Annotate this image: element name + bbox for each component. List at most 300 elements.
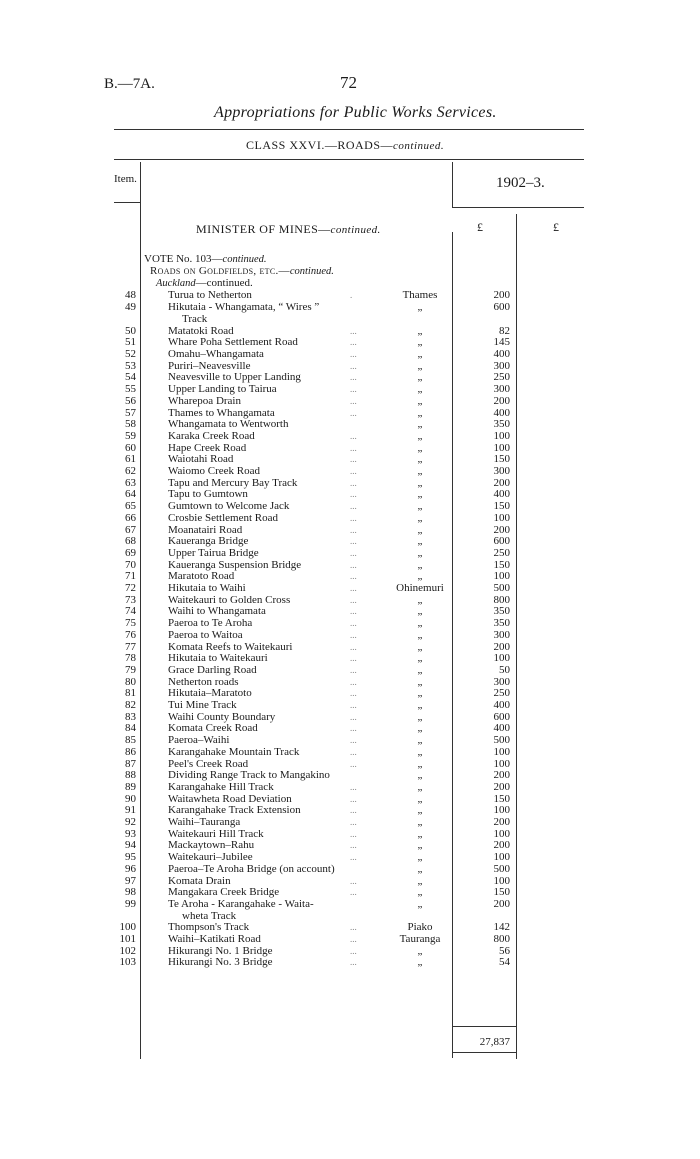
leader-dots: ... — [350, 524, 357, 535]
leader-dots: ... — [350, 828, 357, 839]
table-row — [0, 676, 700, 688]
road-name: Waitawheta Road Deviation — [168, 792, 292, 805]
amount: 500 — [493, 862, 510, 875]
county-name: „ — [417, 816, 423, 828]
leader-dots: ... — [350, 395, 357, 406]
item-number: 52 — [125, 348, 136, 360]
item-header-underline — [114, 202, 140, 203]
road-name: Waitekauri Hill Track — [168, 827, 264, 840]
currency-symbol-1: £ — [477, 220, 483, 234]
year-left-rule — [452, 162, 453, 207]
county-name: „ — [417, 605, 423, 618]
county-name: „ — [417, 394, 423, 407]
leader-dots: ... — [350, 536, 357, 547]
county-name: „ — [417, 488, 423, 501]
amount: 400 — [493, 488, 510, 501]
leader-dots: ... — [350, 793, 357, 804]
county-name: „ — [417, 558, 423, 571]
table-row — [0, 664, 700, 676]
amount: 600 — [493, 535, 510, 548]
leader-dots: ... — [350, 781, 357, 792]
table-row — [0, 371, 700, 383]
item-number: 84 — [125, 722, 136, 735]
road-name: Waiomo Creek Road — [168, 465, 260, 477]
table-row — [0, 407, 700, 419]
road-name: Hikutaia–Maratoto — [168, 687, 252, 700]
county-name: „ — [417, 640, 423, 653]
amount: 400 — [493, 406, 510, 419]
county-name: „ — [417, 617, 423, 630]
county-name: „ — [417, 301, 423, 314]
road-name: Komata Drain — [168, 874, 231, 887]
road-name: Kaueranga Suspension Bridge — [168, 558, 302, 571]
county-name: „ — [417, 359, 423, 372]
item-number: 75 — [125, 617, 136, 630]
table-row — [0, 933, 700, 945]
amount: 200 — [493, 769, 510, 782]
class-heading — [246, 138, 444, 153]
item-number: 103 — [119, 956, 136, 969]
table-row — [0, 524, 700, 536]
table-row — [0, 559, 700, 571]
table-row — [0, 641, 700, 653]
roads-heading — [150, 265, 334, 277]
road-name: Crosbie Settlement Road — [168, 511, 278, 524]
leader-dots: ... — [350, 735, 357, 746]
item-number: 68 — [125, 535, 136, 548]
table-row — [0, 477, 700, 489]
county-name: „ — [417, 511, 423, 524]
table-row — [0, 956, 700, 968]
report-reference: B.—7A. — [104, 76, 155, 92]
item-number: 96 — [125, 862, 136, 875]
road-name: Puriri–Neavesville — [168, 359, 251, 372]
county-name: Piako — [407, 921, 433, 934]
amount: 300 — [493, 628, 510, 641]
item-number: 101 — [119, 933, 136, 945]
item-number: 95 — [125, 851, 136, 864]
road-name: Waitekauri to Golden Cross — [168, 593, 291, 606]
county-name: „ — [417, 523, 423, 536]
road-name: Hikutaia - Whangamata, “ Wires ” — [168, 301, 320, 314]
table-row — [0, 793, 700, 805]
item-number: 49 — [125, 301, 136, 314]
leader-dots: ... — [350, 360, 357, 371]
county-name: „ — [417, 734, 423, 747]
road-name-continued: Track — [182, 312, 208, 325]
leader-dots: ... — [350, 922, 357, 933]
minister-heading-cont: continued. — [330, 224, 381, 236]
vote-heading-main: VOTE No. 103— — [144, 253, 223, 265]
region-name: Auckland — [156, 278, 196, 289]
currency-symbol-2: £ — [553, 220, 559, 234]
item-number: 57 — [125, 406, 136, 419]
amount: 54 — [499, 956, 510, 969]
county-name: „ — [417, 792, 423, 805]
vote-heading-cont: continued. — [222, 254, 267, 265]
county-name: „ — [417, 687, 423, 700]
item-number: 56 — [125, 394, 136, 407]
county-name: „ — [417, 874, 423, 887]
leader-dots: ... — [350, 629, 357, 640]
amount: 100 — [493, 757, 510, 770]
road-name: Tapu to Gumtown — [168, 488, 248, 501]
leader-dots: ... — [350, 501, 357, 512]
leader-dots: ... — [350, 489, 357, 500]
item-number: 99 — [125, 897, 136, 910]
leader-dots: ... — [350, 384, 357, 395]
county-name: „ — [417, 897, 423, 910]
item-number: 54 — [125, 371, 136, 384]
road-name: Karangahake Hill Track — [168, 780, 274, 793]
leader-dots: ... — [350, 466, 357, 476]
county-name: „ — [417, 324, 423, 337]
county-name: „ — [417, 628, 423, 641]
item-number: 53 — [125, 359, 136, 372]
road-name: Hikutaia to Waitekauri — [168, 652, 268, 665]
item-number: 48 — [125, 289, 136, 301]
county-name: „ — [417, 745, 423, 758]
leader-dots: ... — [350, 852, 357, 863]
leader-dots: ... — [350, 746, 357, 757]
total-rule-bottom — [452, 1052, 516, 1053]
class-rule — [114, 159, 584, 160]
amount: 400 — [493, 722, 510, 735]
table-row — [0, 617, 700, 629]
item-number: 61 — [125, 453, 136, 466]
road-name: Paeroa–Waihi — [168, 734, 230, 747]
table-row — [0, 875, 700, 887]
table-row — [0, 360, 700, 372]
table-row — [0, 348, 700, 360]
leader-dots: ... — [350, 723, 357, 734]
road-name: Mackaytown–Rahu — [168, 839, 255, 852]
item-number: 83 — [125, 710, 136, 723]
amount: 350 — [493, 605, 510, 618]
road-name: Upper Tairua Bridge — [168, 546, 259, 559]
item-number: 87 — [125, 757, 136, 770]
county-name: „ — [417, 956, 423, 969]
road-name: Thompson's Track — [168, 921, 250, 934]
amount: 200 — [493, 816, 510, 828]
table-row — [0, 863, 700, 875]
road-name: Whare Poha Settlement Road — [168, 336, 298, 349]
amount: 600 — [493, 710, 510, 723]
leader-dots: ... — [350, 618, 357, 629]
table-row — [0, 547, 700, 559]
item-number: 81 — [125, 687, 136, 700]
item-number: 89 — [125, 780, 136, 793]
table-row — [0, 816, 700, 828]
amount: 250 — [493, 687, 510, 700]
item-number: 70 — [125, 558, 136, 571]
leader-dots: ... — [350, 840, 357, 851]
county-name: „ — [417, 348, 423, 360]
amount: 300 — [493, 465, 510, 477]
leader-dots: ... — [350, 805, 357, 816]
leader-dots: ... — [350, 559, 357, 570]
amount: 600 — [493, 301, 510, 314]
county-name: Thames — [402, 289, 438, 301]
road-name: Hikurangi No. 3 Bridge — [168, 956, 273, 969]
leader-dots: ... — [350, 641, 357, 652]
leader-dots: ... — [350, 887, 357, 898]
item-number: 86 — [125, 745, 136, 758]
item-number: 73 — [125, 593, 136, 606]
amount: 100 — [493, 429, 510, 442]
amount: 350 — [493, 418, 510, 431]
county-name: Ohinemuri — [396, 582, 444, 594]
page-number: 72 — [340, 73, 357, 92]
item-number: 102 — [119, 944, 136, 957]
amount: 200 — [493, 289, 510, 301]
table-row — [0, 711, 700, 723]
table-row — [0, 605, 700, 617]
county-name: „ — [417, 383, 423, 396]
table-row — [0, 781, 700, 793]
amount: 300 — [493, 383, 510, 396]
road-name: Wharepoa Drain — [168, 394, 241, 407]
road-name: Dividing Range Track to Mangakino — [168, 769, 330, 782]
item-number: 76 — [125, 628, 136, 641]
table-row — [0, 582, 700, 594]
road-name: Matatoki Road — [168, 324, 234, 337]
road-name: Waihi to Whangamata — [168, 605, 266, 618]
county-name: „ — [417, 710, 423, 723]
amount: 800 — [493, 593, 510, 606]
table-row — [0, 325, 700, 337]
leader-dots: ... — [350, 653, 357, 664]
amount: 100 — [493, 827, 510, 840]
amount: 200 — [493, 897, 510, 910]
table-row — [0, 430, 700, 442]
amount: 400 — [493, 699, 510, 711]
item-number: 91 — [125, 804, 136, 817]
item-number: 85 — [125, 734, 136, 747]
amount: 200 — [493, 476, 510, 489]
item-number: 92 — [125, 816, 136, 828]
table-row — [0, 804, 700, 816]
amount: 100 — [493, 745, 510, 758]
road-name: Karangahake Track Extension — [168, 804, 301, 817]
item-number: 94 — [125, 839, 136, 852]
road-name: Omahu–Whangamata — [168, 348, 264, 360]
county-name: Tauranga — [399, 933, 441, 945]
table-row — [0, 945, 700, 957]
road-name: Hape Creek Road — [168, 441, 247, 454]
amount: 150 — [493, 792, 510, 805]
item-number: 74 — [125, 605, 136, 618]
amount: 100 — [493, 441, 510, 454]
amount: 56 — [499, 944, 510, 957]
leader-dots: ... — [350, 325, 357, 336]
road-name: Maratoto Road — [168, 570, 235, 583]
leader-dots: ... — [350, 547, 357, 558]
road-name: Waihi–Katikati Road — [168, 933, 261, 945]
amount: 800 — [493, 933, 510, 945]
leader-dots: ... — [350, 583, 357, 593]
item-number: 71 — [125, 570, 136, 583]
item-number: 60 — [125, 441, 136, 454]
item-number: 80 — [125, 675, 136, 688]
item-number: 64 — [125, 488, 136, 501]
road-name: Waitekauri–Jubilee — [168, 851, 253, 864]
county-name: „ — [417, 839, 423, 852]
table-row — [0, 699, 700, 711]
vote-heading — [144, 253, 267, 265]
road-name: Hikurangi No. 1 Bridge — [168, 944, 273, 957]
leader-dots: ... — [350, 442, 357, 453]
page-title: Appropriations for Public Works Services. — [214, 104, 497, 121]
region-cont: —continued. — [195, 277, 253, 289]
region-heading — [156, 277, 253, 289]
amount: 350 — [493, 617, 510, 630]
road-name: Paeroa to Te Aroha — [168, 617, 253, 630]
county-name: „ — [417, 406, 423, 419]
county-name: „ — [417, 500, 423, 513]
amount: 82 — [499, 324, 510, 337]
item-column-header: Item. — [114, 173, 137, 185]
item-number: 59 — [125, 429, 136, 442]
road-name: Waihi–Tauranga — [168, 816, 241, 828]
amount: 150 — [493, 558, 510, 571]
county-name: „ — [417, 593, 423, 606]
county-name: „ — [417, 675, 423, 688]
road-name: Neavesville to Upper Landing — [168, 371, 301, 384]
table-row — [0, 886, 700, 898]
table-row — [0, 465, 700, 477]
leader-dots: ... — [350, 454, 357, 465]
amount: 500 — [493, 734, 510, 747]
leader-dots: ... — [350, 477, 357, 488]
leader-dots: ... — [350, 594, 357, 605]
amount: 100 — [493, 570, 510, 583]
item-number: 66 — [125, 511, 136, 524]
county-name: „ — [417, 371, 423, 384]
leader-dots: ... — [350, 430, 357, 441]
amount: 142 — [493, 921, 510, 934]
county-name: „ — [417, 535, 423, 548]
road-name: Grace Darling Road — [168, 663, 257, 676]
table-row — [0, 383, 700, 395]
county-name: „ — [417, 336, 423, 349]
county-name: „ — [417, 546, 423, 559]
table-row — [0, 289, 700, 301]
minister-heading-main: MINISTER OF MINES— — [196, 222, 331, 236]
amount: 150 — [493, 453, 510, 466]
road-name: Waihi County Boundary — [168, 710, 276, 723]
road-name: Te Aroha - Karangahake - Waita- — [168, 897, 314, 910]
road-name: Gumtown to Welcome Jack — [168, 500, 290, 513]
leader-dots: ... — [350, 711, 357, 722]
amount: 100 — [493, 851, 510, 864]
item-number: 93 — [125, 827, 136, 840]
item-number: 50 — [125, 324, 136, 337]
road-name: Karaka Creek Road — [168, 429, 255, 442]
year-header-underline — [452, 207, 584, 208]
roads-heading-main: Roads on Goldfields, etc.— — [150, 265, 290, 277]
item-number: 79 — [125, 663, 136, 676]
road-name: Peel's Creek Road — [168, 757, 249, 770]
leader-dots: ... — [350, 407, 357, 418]
amount: 300 — [493, 675, 510, 688]
table-row — [0, 629, 700, 641]
road-name: Turua to Netherton — [168, 289, 252, 301]
amount: 100 — [493, 511, 510, 524]
leader-dots: ... — [350, 758, 357, 769]
road-name: Tapu and Mercury Bay Track — [168, 476, 298, 489]
table-row — [0, 722, 700, 734]
title-rule — [114, 129, 584, 130]
county-name: „ — [417, 418, 423, 431]
item-number: 82 — [125, 699, 136, 711]
amount: 200 — [493, 839, 510, 852]
table-row — [0, 512, 700, 524]
amount: 100 — [493, 874, 510, 887]
road-name: Paeroa–Te Aroha Bridge (on account) — [168, 862, 335, 875]
leader-dots: ... — [350, 817, 357, 827]
table-row — [0, 488, 700, 500]
leader-dots: . — [350, 290, 353, 300]
leader-dots: ... — [350, 875, 357, 886]
class-heading-main: CLASS XXVI.—ROADS— — [246, 138, 394, 152]
table-row — [0, 594, 700, 606]
amount: 200 — [493, 780, 510, 793]
item-number: 51 — [125, 336, 136, 349]
leader-dots: ... — [350, 664, 357, 675]
leader-dots: ... — [350, 957, 357, 968]
item-number: 78 — [125, 652, 136, 665]
county-name: „ — [417, 827, 423, 840]
item-number: 63 — [125, 476, 136, 489]
table-row — [0, 652, 700, 664]
road-name-continued: wheta Track — [182, 909, 237, 922]
table-row — [0, 758, 700, 770]
table-row — [0, 921, 700, 933]
item-number: 100 — [119, 921, 136, 934]
leader-dots: ... — [350, 945, 357, 956]
county-name: „ — [417, 476, 423, 489]
county-name: „ — [417, 862, 423, 875]
leader-dots: ... — [350, 372, 357, 383]
total-amount: 27,837 — [479, 1036, 510, 1048]
table-row — [0, 500, 700, 512]
item-number: 90 — [125, 792, 136, 805]
amount: 100 — [493, 804, 510, 817]
table-row — [0, 453, 700, 465]
amount: 150 — [493, 500, 510, 513]
road-name: Whangamata to Wentworth — [168, 418, 289, 431]
item-number: 69 — [125, 546, 136, 559]
road-name: Paeroa to Waitoa — [168, 628, 243, 641]
road-name: Tui Mine Track — [168, 699, 237, 711]
table-row — [0, 336, 700, 348]
item-number: 62 — [125, 465, 136, 477]
leader-dots: ... — [350, 688, 357, 699]
county-name: „ — [417, 886, 423, 899]
amount: 500 — [493, 582, 510, 594]
amount: 250 — [493, 371, 510, 384]
leader-dots: ... — [350, 934, 357, 944]
leader-dots: ... — [350, 676, 357, 687]
table-row — [0, 570, 700, 582]
county-name: „ — [417, 465, 423, 477]
table-row — [0, 301, 700, 325]
road-name: Hikutaia to Waihi — [168, 582, 246, 594]
table-row — [0, 839, 700, 851]
county-name: „ — [417, 453, 423, 466]
amount: 145 — [493, 336, 510, 349]
